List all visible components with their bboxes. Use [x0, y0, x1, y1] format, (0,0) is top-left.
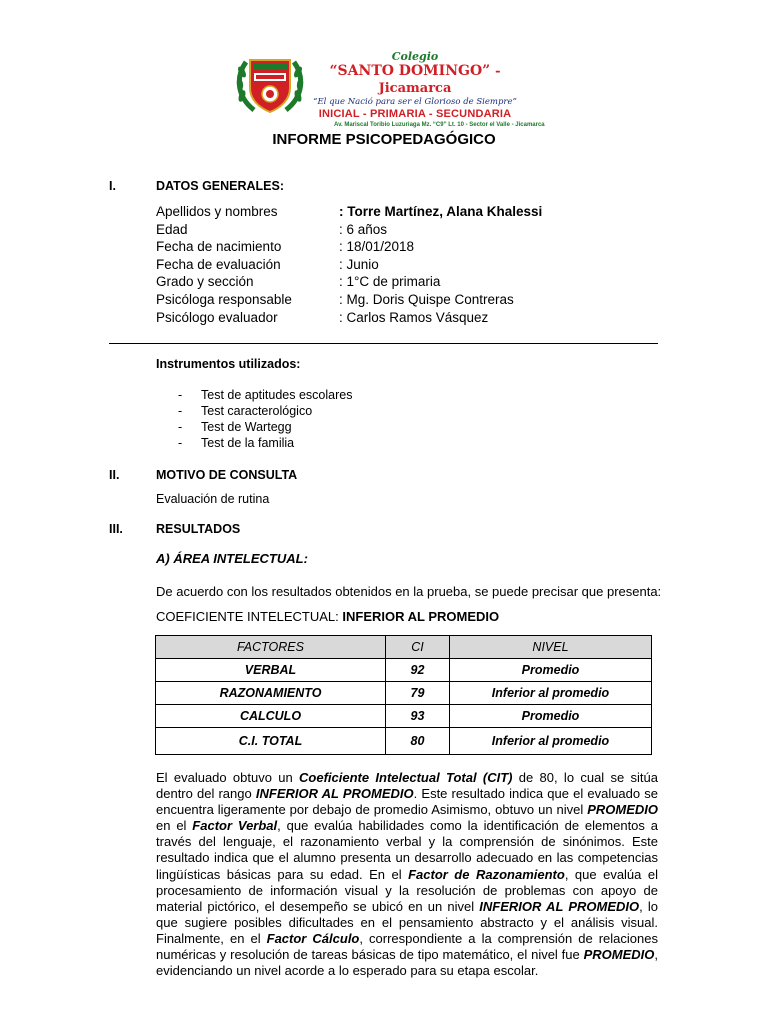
instrument-name: Test caracterológico: [201, 404, 313, 418]
instruments-title: Instrumentos utilizados:: [156, 357, 301, 371]
intellectual-area-title: A) ÁREA INTELECTUAL:: [156, 551, 308, 566]
emphasis-text: Factor Verbal: [192, 818, 278, 834]
table-row: [156, 682, 652, 705]
ci-cell: 93: [386, 705, 450, 728]
general-data-row: [156, 238, 542, 256]
general-data-value: : Junio: [339, 256, 379, 272]
results-intro: De acuerdo con los resultados obtenidos en la prueba, se puede precisar que presenta:: [156, 584, 662, 599]
general-data-label: Fecha de evaluación: [156, 256, 281, 272]
list-item: [178, 403, 352, 419]
general-data-label: Grado y sección: [156, 274, 254, 290]
table-row: [156, 705, 652, 728]
instruments-list: [178, 387, 352, 451]
ci-value: INFERIOR AL PROMEDIO: [342, 609, 500, 624]
section-3-title: RESULTADOS: [156, 522, 241, 536]
general-data-row: [156, 256, 542, 274]
factor-cell: VERBAL: [156, 659, 386, 682]
paragraph-text: . Este resultado indica que el evaluado se encuentra ligeramente por debajo de promedio Asimismo, obtuvo un nivel: [156, 786, 658, 818]
level-cell: Inferior al promedio: [450, 728, 652, 755]
general-data-value: : Carlos Ramos Vásquez: [339, 309, 489, 325]
bullet-dash: -: [178, 388, 183, 402]
list-item: [178, 387, 352, 403]
section-3-number: III.: [109, 522, 123, 536]
emphasis-text: INFERIOR AL PROMEDIO: [479, 898, 640, 914]
paragraph-text: El evaluado obtuvo un: [156, 770, 300, 785]
general-data-value: : Mg. Doris Quispe Contreras: [339, 291, 514, 307]
general-data-value: : 18/01/2018: [339, 239, 415, 255]
school-name: [300, 63, 530, 97]
paragraph-text: , que evalúa el procesamiento de información visual y la resolución de problemas con apoyo de material pictórico, el desempeño se ubicó en un nivel: [156, 866, 658, 914]
factor-cell: CALCULO: [156, 705, 386, 728]
emphasis-text: Coeficiente Intelectual Total (CIT): [299, 770, 513, 785]
header-factores: FACTORES: [156, 636, 386, 659]
instrument-name: Test de aptitudes escolares: [201, 388, 353, 402]
emphasis-text: PROMEDIO: [587, 802, 658, 818]
general-data-row: [156, 203, 542, 221]
general-data-row: [156, 291, 542, 309]
bullet-dash: -: [178, 404, 183, 418]
colegio-label: Colegio: [391, 50, 439, 63]
school-header: [300, 50, 545, 129]
report-title: INFORME PSICOPEDAGÓGICO: [272, 131, 496, 148]
instrument-name: Test de la familia: [201, 436, 295, 450]
paragraph-text: , evidenciando un nivel acorde a lo esperado para su etapa escolar.: [156, 947, 658, 979]
school-levels: INICIAL - PRIMARIA - SECUNDARIA: [318, 108, 512, 120]
results-table: [155, 635, 652, 755]
header-ci: CI: [386, 636, 450, 659]
table-row-total: [156, 728, 652, 755]
ci-cell: 92: [386, 659, 450, 682]
header-nivel: NIVEL: [450, 636, 652, 659]
general-data-label: Edad: [156, 221, 188, 237]
general-data-value: : 1°C de primaria: [339, 274, 441, 290]
level-cell: Inferior al promedio: [450, 682, 652, 705]
list-item: [178, 435, 352, 451]
paragraph-text: , lo que sugiere posibles dificultades en el pensamiento abstracto y el análisis visual. Finalmente, en el: [156, 898, 659, 946]
school-crest-logo: [236, 54, 304, 114]
general-data-label: Psicólogo evaluador: [156, 309, 278, 325]
paragraph-text: , correspondiente a la comprensión de relaciones numéricas y resolución de tareas básicas de tipo matemático, el nivel fue: [156, 930, 658, 963]
emphasis-text: Factor Cálculo: [266, 930, 360, 946]
factor-cell: RAZONAMIENTO: [156, 682, 386, 705]
bullet-dash: -: [178, 420, 183, 434]
emphasis-text: PROMEDIO: [583, 947, 655, 963]
ci-cell: 80: [386, 728, 450, 755]
section-divider: [109, 343, 658, 344]
general-data-label: Apellidos y nombres: [156, 204, 278, 219]
school-location: - Jicamarca: [378, 64, 501, 96]
emphasis-text: INFERIOR AL PROMEDIO: [255, 786, 414, 802]
general-data-label: Fecha de nacimiento: [156, 239, 282, 255]
general-data-value: : 6 años: [339, 221, 388, 237]
emphasis-text: Factor de Razonamiento: [408, 866, 565, 882]
factor-cell: C.I. TOTAL: [156, 728, 386, 755]
section-2-number: II.: [109, 468, 120, 482]
section-2-title: MOTIVO DE CONSULTA: [156, 468, 298, 482]
school-name-main: “SANTO DOMINGO”: [329, 63, 491, 79]
paragraph-text: de 80, lo cual se sitúa dentro del rango: [156, 770, 658, 802]
results-table-header: [156, 636, 652, 659]
section-1-title: DATOS GENERALES:: [156, 179, 285, 193]
paragraph-text: , que evalúa habilidades como la identificación de elementos a través del lenguaje, el razonamiento verbal y la comprensión de sinónimos. Este resultado indica que el alumno presenta un desarrollo adecuado en las competencias lingüísticas básicas para su edad. En el: [156, 818, 658, 882]
ci-summary: [156, 609, 499, 624]
level-cell: Promedio: [450, 705, 652, 728]
school-address: Av. Mariscal Toribio Luzuriaga Mz. “C9” Lt. 10 - Sector el Valle - Jicamarca: [334, 122, 545, 128]
general-data-value: : Torre Martínez, Alana Khalessi: [339, 204, 543, 219]
list-item: [178, 419, 352, 435]
table-row: [156, 659, 652, 682]
consult-reason: Evaluación de rutina: [156, 492, 270, 506]
paragraph-text: en el: [156, 818, 193, 834]
general-data-row: [156, 309, 542, 327]
ci-label: COEFICIENTE INTELECTUAL:: [156, 609, 343, 624]
general-data-row: [156, 221, 542, 239]
school-motto: “El que Nació para ser el Glorioso de Siempre”: [313, 97, 517, 107]
instrument-name: Test de Wartegg: [201, 420, 292, 434]
section-1-number: I.: [109, 179, 116, 193]
ci-cell: 79: [386, 682, 450, 705]
general-data-list: [156, 203, 542, 326]
general-data-label: Psicóloga responsable: [156, 291, 292, 307]
general-data-row: [156, 273, 542, 291]
level-cell: Promedio: [450, 659, 652, 682]
bullet-dash: -: [178, 436, 183, 450]
results-paragraph: [156, 770, 658, 979]
